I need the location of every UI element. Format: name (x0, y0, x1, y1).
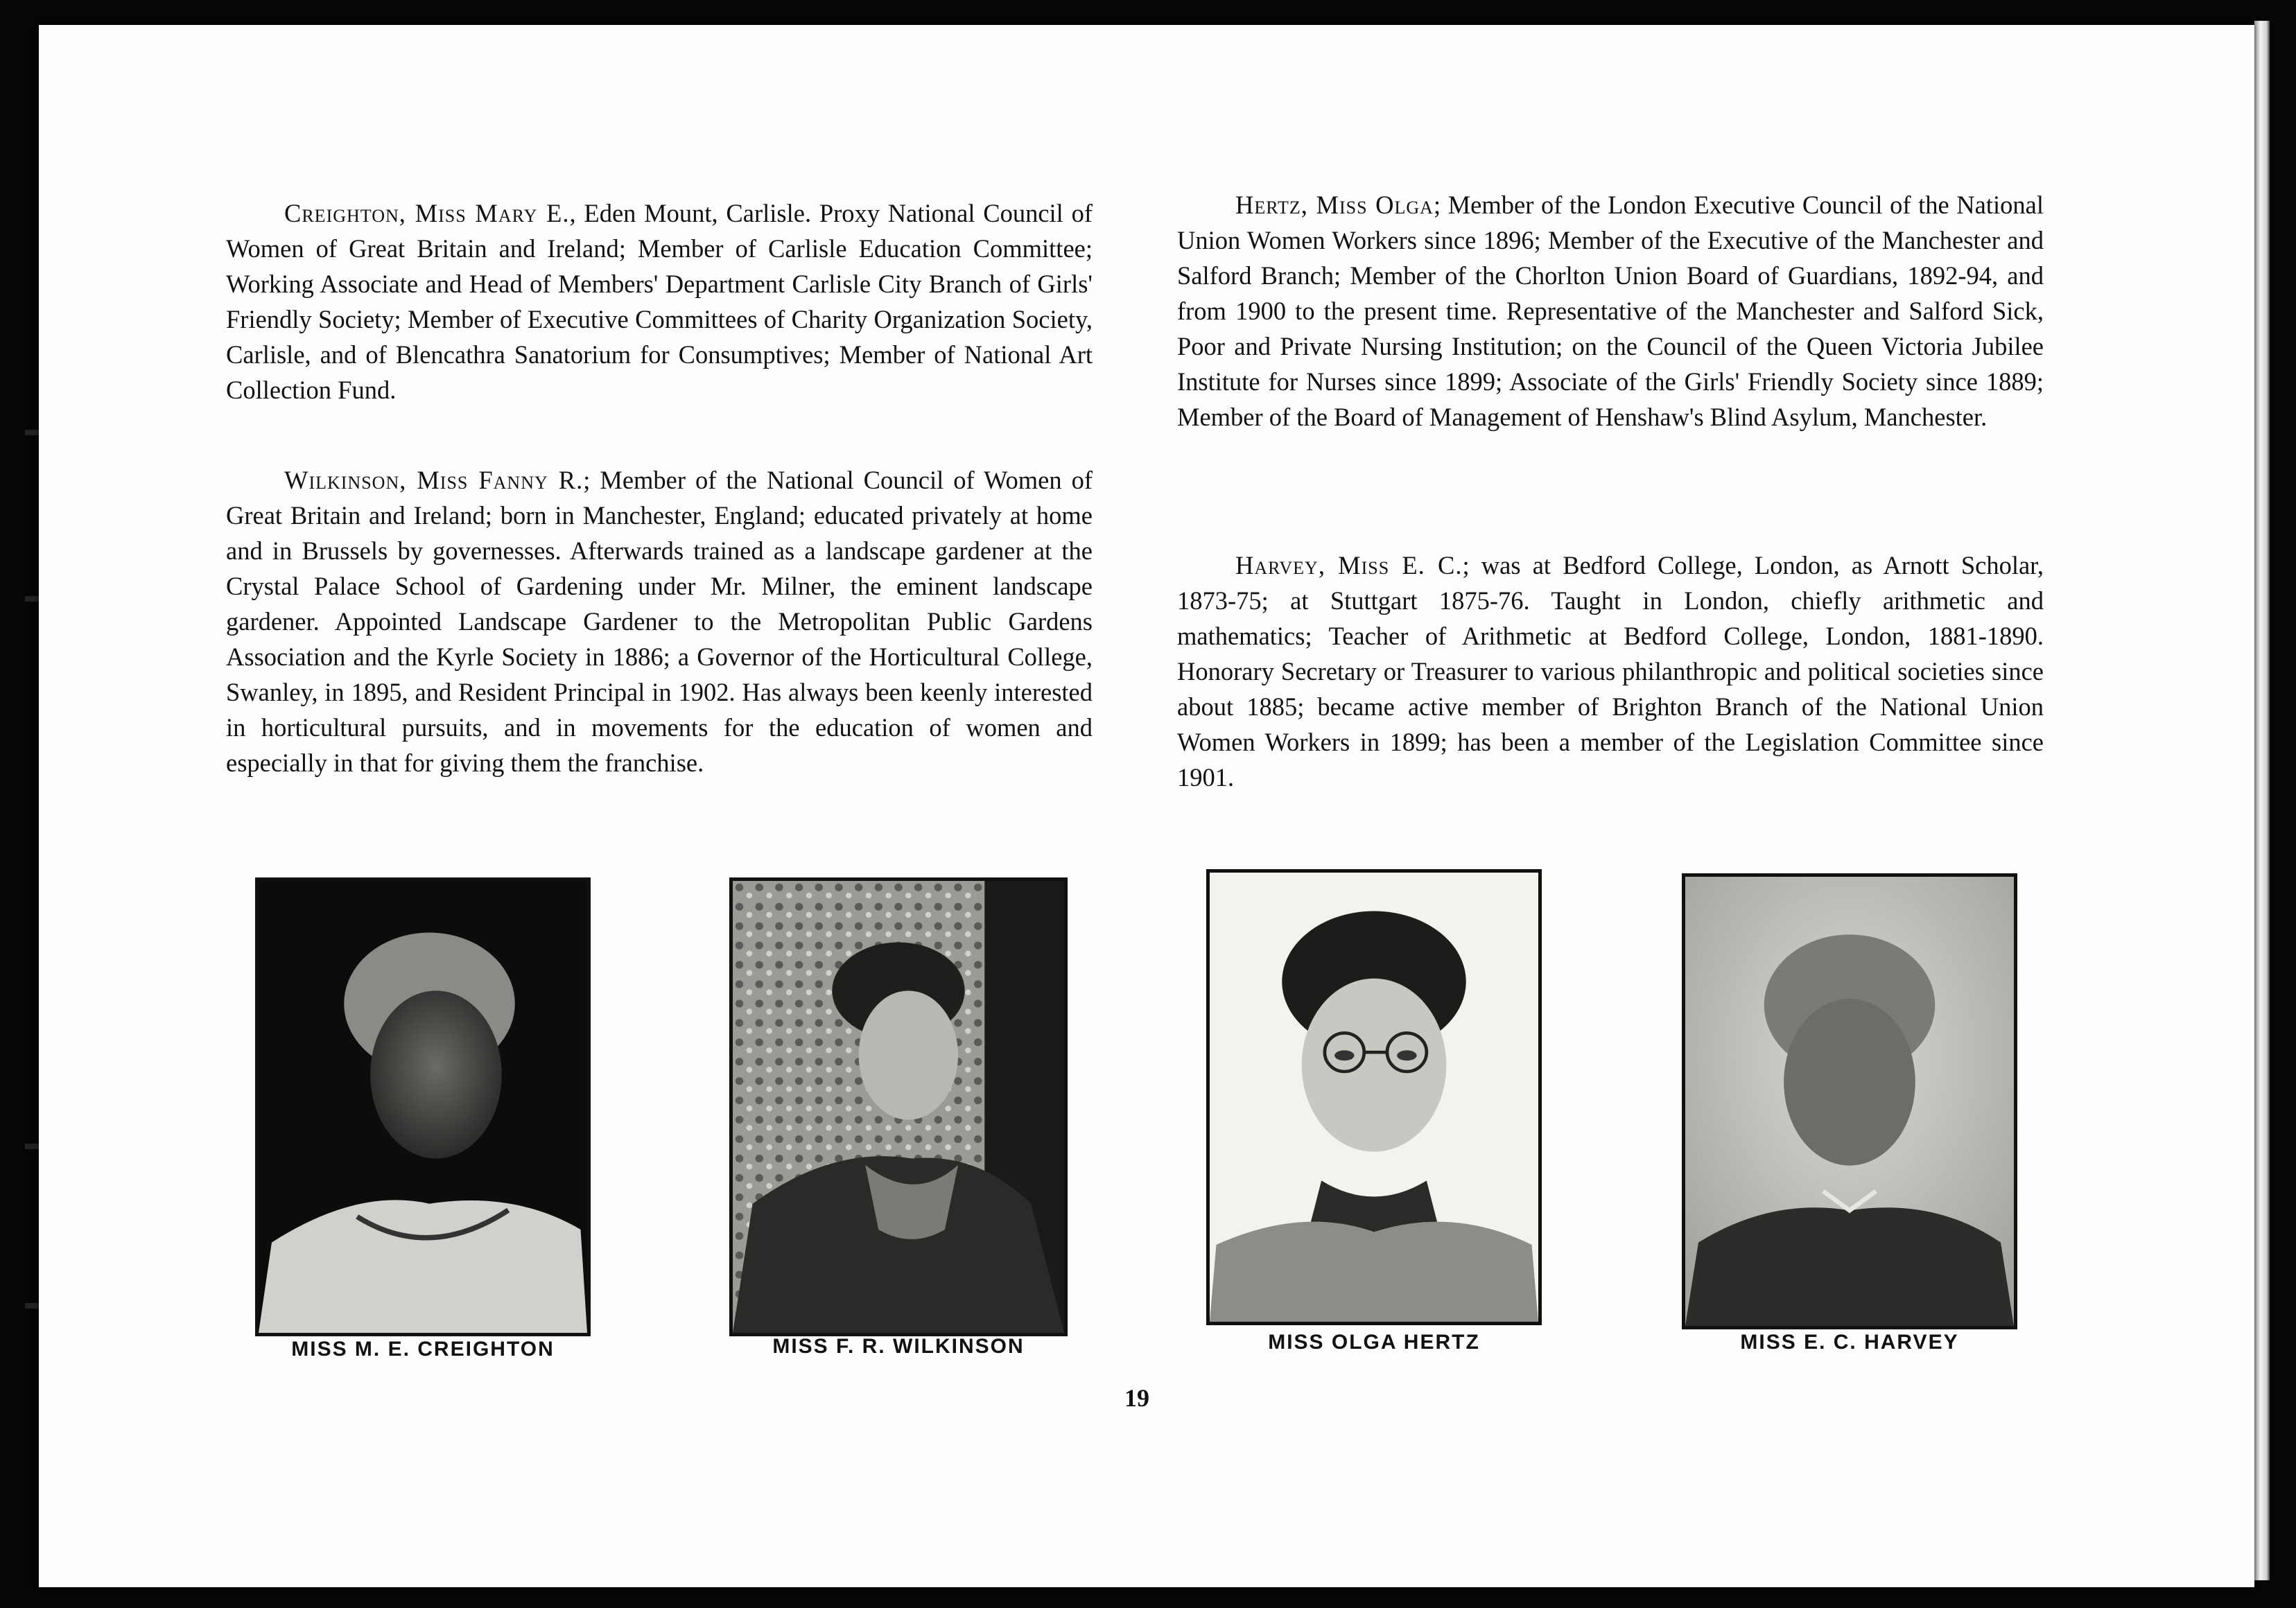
page-edge (2254, 21, 2270, 1580)
binding-mark (25, 1144, 40, 1149)
binding-mark (25, 430, 40, 435)
bio-creighton (226, 195, 1093, 408)
bio-harvey (1177, 548, 2044, 795)
page-number: 19 (1124, 1384, 1149, 1412)
bio-text: ; Member of the National Council of Women of Great Britain and Ireland; born in Manchester, England; educated privately at home and in Brussels by governesses. Afterwards trained as a landscape gardener at the Crystal Palace School of Gardening under Mr. Milner, the eminent landscape gardener. Appointed Landscape Gardener to the Metropolitan Public Gardens Association and the Kyrle Society in 1886; a Governor of the Horticultural College, Swanley, in 1895, and Resident Principal in 1902. Has always been keenly interested in horticultural pursuits, and in movements for the education of women and especially in that for giving them the franchise. (226, 466, 1093, 777)
portrait-creighton (255, 877, 591, 1336)
caption-harvey: MISS E. C. HARVEY (1740, 1331, 1959, 1354)
portrait-wilkinson (729, 877, 1068, 1336)
bio-name: Hertz, Miss Olga (1235, 191, 1434, 219)
bio-text: ; Member of the London Executive Council of the National Union Women Workers since 1896; Member of the Executive of the Manchester and Salford Branch; Member of the Chorlton Union Board of Guardians, 1892-94, and from 1900 to the present time. Representative of the Manchester and Salford Sick, Poor and Private Nursing Institution; on the Council of the Queen Victoria Jubilee Institute for Nurses since 1899; Associate of the Girls' Friendly Society since 1889; Member of the Board of Management of Henshaw's Blind Asylum, Manchester. (1177, 191, 2044, 431)
bio-hertz (1177, 187, 2044, 435)
bio-wilkinson (226, 462, 1093, 780)
caption-wilkinson: MISS F. R. WILKINSON (772, 1335, 1025, 1358)
binding-mark (25, 596, 40, 602)
bio-name: Creighton, Miss Mary E. (284, 199, 570, 227)
bio-name: Wilkinson, Miss Fanny R. (284, 466, 584, 494)
bio-text: ; was at Bedford College, London, as Arnott Scholar, 1873-75; at Stuttgart 1875-76. Taught in London, chiefly arithmetic and mathematics; Teacher of Arithmetic at Bedford College, London, 1881-1890. Honorary Secretary or Treasurer to various philanthropic and political societies since about 1885; became active member of Brighton Branch of the National Union Women Workers in 1899; has been a member of the Legislation Committee since 1901. (1177, 551, 2044, 792)
bio-text: , Eden Mount, Carlisle. Proxy National Council of Women of Great Britain and Ireland; Member of Carlisle Education Committee; Working Associate and Head of Members' Department Carlisle City Branch of Girls' Friendly Society; Member of Executive Committees of Charity Organization Society, Carlisle, and of Blencathra Sanatorium for Consumptives; Member of National Art Collection Fund. (226, 199, 1093, 404)
portrait-harvey (1682, 873, 2017, 1329)
caption-hertz: MISS OLGA HERTZ (1268, 1331, 1480, 1354)
portrait-hertz (1206, 869, 1542, 1325)
binding-mark (25, 1303, 40, 1309)
bio-name: Harvey, Miss E. C. (1235, 551, 1463, 579)
caption-creighton: MISS M. E. CREIGHTON (291, 1338, 555, 1361)
